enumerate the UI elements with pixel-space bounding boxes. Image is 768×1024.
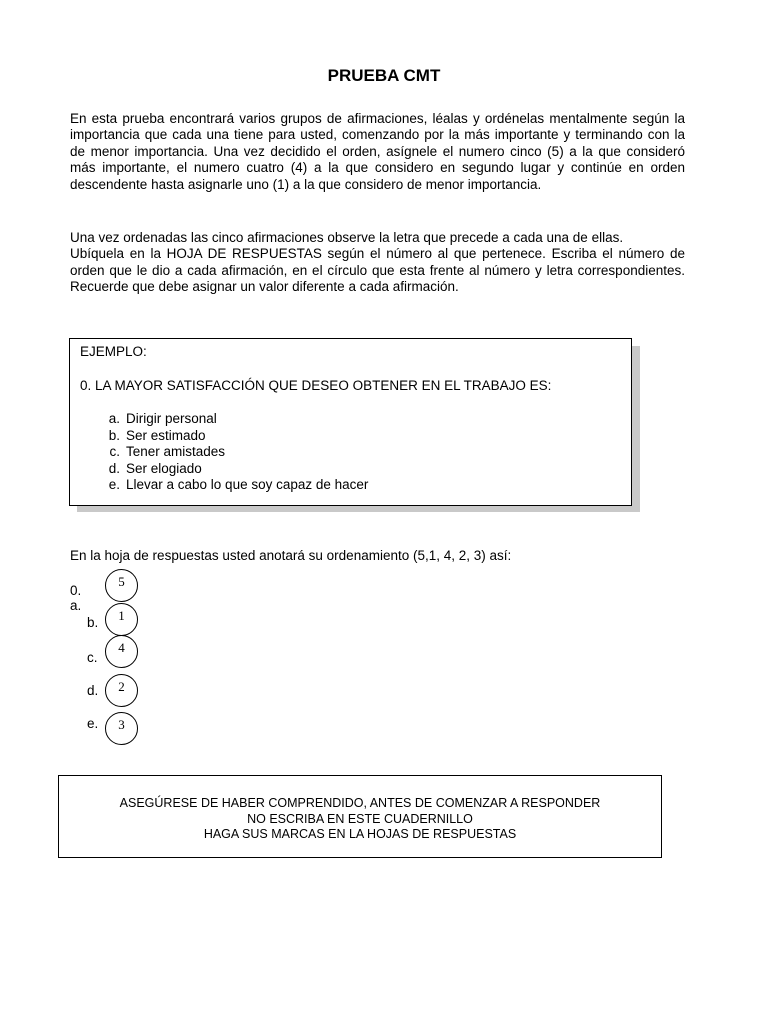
answer-circle [105,712,138,745]
notice-line: NO ESCRIBA EN ESTE CUADERNILLO [247,811,473,826]
instructions-line-order: Una vez ordenadas las cinco afirmaciones observe la letra que precede a cada una de ellas. [70,230,624,245]
notice-line: HAGA SUS MARCAS EN LA HOJAS DE RESPUESTAS [203,827,517,841]
example-question: 0. LA MAYOR SATISFACCIÓN QUE DESEO OBTENER EN EL TRABAJO ES: [80,378,552,393]
answer-circle [105,569,138,602]
option-letter: b. [108,427,120,443]
answer-instruction: En la hoja de respuestas usted anotará su ordenamiento (5,1, 4, 2, 3) así: [70,548,512,563]
notice-box [58,775,662,858]
option-text: Ser estimado [126,427,206,443]
option-text: Ser elogiado [126,460,202,476]
instructions-line-answer-sheet: Ubíquela en la HOJA DE RESPUESTAS según el número al que pertenece. Escriba el número de orden que le dio a cada afirmación, en el círculo que esta frente al número y letra correspondientes. Recuerde que debe asignar un valor diferente a cada afirmación. [70,246,685,295]
answer-circle [105,674,138,707]
answer-label: e. [87,716,99,731]
instructions-paragraph-1: En esta prueba encontrará varios grupos de afirmaciones, léalas y ordénelas mentalmente según la importancia que cada una tiene para usted, comenzando por la más importante y terminando con la de menor importancia. Una vez decidido el orden, asígnele el numero cinco (5) a la que consideró más importante, el numero cuatro (4) a la que considero en segundo lugar y continúe en orden descendente hasta asignarle uno (1) a la que considero de menor importancia. [70,111,685,192]
option-text: Llevar a cabo lo que soy capaz de hacer [126,477,369,492]
answer-circle [105,635,138,668]
page-title: PRUEBA CMT [327,66,441,85]
option-letter: a. [108,411,120,426]
instructions-paragraph-2 [70,230,685,296]
answer-value: 4 [118,640,125,655]
notice-line: ASEGÚRESE DE HABER COMPRENDIDO, ANTES DE COMENZAR A RESPONDER [119,796,601,810]
answer-label: d. [87,683,99,698]
option-letter: c. [109,444,120,459]
answer-label: c. [87,650,98,665]
answer-label: 0. a. [70,583,82,613]
answer-value: 3 [118,717,125,732]
example-box [69,338,632,506]
answer-value: 1 [118,608,125,623]
option-text: Tener amistades [126,444,226,459]
answer-circle [105,603,138,636]
answer-value: 5 [118,574,125,589]
option-letter: e. [108,477,120,492]
option-text: Dirigir personal [126,411,217,426]
example-label: EJEMPLO: [80,344,147,359]
option-letter: d. [108,460,120,476]
answer-value: 2 [118,679,125,694]
answer-label: b. [87,615,99,630]
